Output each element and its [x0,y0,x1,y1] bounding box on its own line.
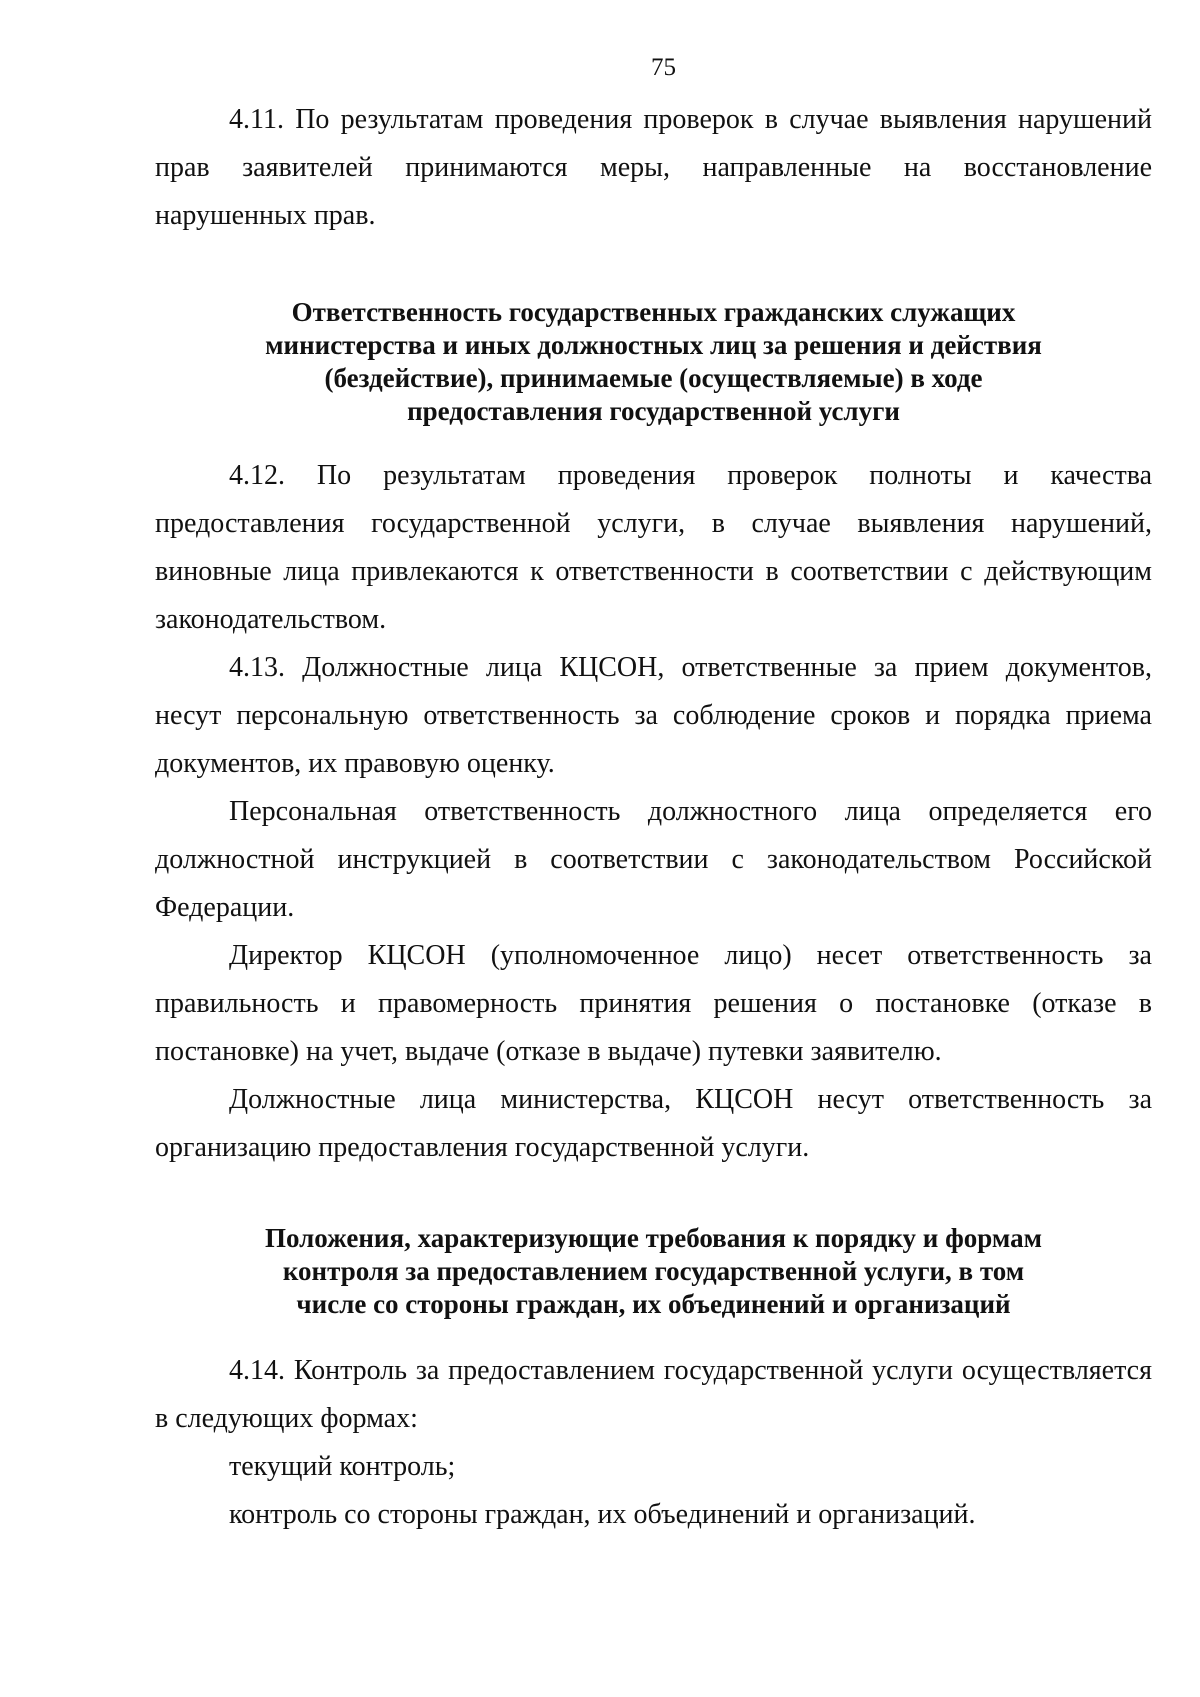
paragraph-4-13: 4.13. Должностные лица КЦСОН, ответственные за прием документов, несут персональную ответственность за соблюдение сроков и порядка приема документов, их правовую оценку. [155,652,1152,779]
paragraph-4-12: 4.12. По результатам проведения проверок полноты и качества предоставления государственной услуги, в случае выявления нарушений, виновные лица привлекаются к ответственности в соответствии с действующим законодательством. [155,460,1152,635]
list-item-current-control: текущий контроль; [229,1451,456,1482]
heading-line: контроля за предоставлением государственной услуги, в том [282,1256,1025,1286]
heading-line: Ответственность государственных гражданских служащих [291,297,1016,327]
paragraph-4-11: 4.11. По результатам проведения проверок в случае выявления нарушений прав заявителей принимаются меры, направленные на восстановление нарушенных прав. [155,104,1152,231]
section-heading-responsibility [155,296,1152,428]
heading-line: Положения, характеризующие требования к порядку и формам [265,1223,1042,1253]
heading-line: предоставления государственной услуги [407,396,900,426]
heading-line: числе со стороны граждан, их объединений и организаций [296,1289,1011,1319]
heading-line: министерства и иных должностных лиц за решения и действия [265,330,1042,360]
paragraph-personal-responsibility: Персональная ответственность должностного лица определяется его должностной инструкцией в соответствии с законодательством Российской Федерации. [155,796,1152,923]
page-number: 75 [651,54,676,81]
paragraph-officials-responsibility: Должностные лица министерства, КЦСОН несут ответственность за организацию предоставления государственной услуги. [155,1084,1152,1163]
list-item-citizen-control: контроль со стороны граждан, их объединений и организаций. [229,1499,976,1530]
paragraph-4-14: 4.14. Контроль за предоставлением государственной услуги осуществляется в следующих формах: [155,1355,1152,1434]
heading-line: (бездействие), принимаемые (осуществляемые) в ходе [324,363,983,393]
section-heading-control-provisions [155,1222,1152,1321]
paragraph-director-responsibility: Директор КЦСОН (уполномоченное лицо) несет ответственность за правильность и правомерность принятия решения о постановке (отказе в постановке) на учет, выдаче (отказе в выдаче) путевки заявителю. [155,940,1152,1067]
